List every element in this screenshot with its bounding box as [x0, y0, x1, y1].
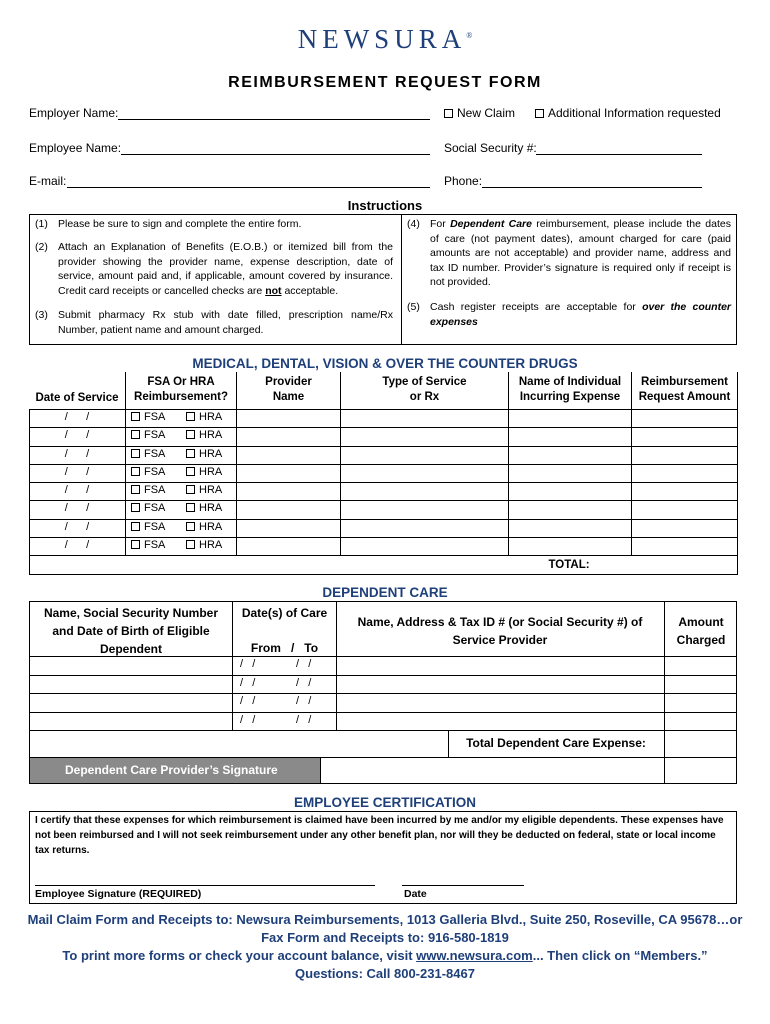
date-field[interactable] — [402, 885, 524, 886]
care-to-date[interactable]: / / — [296, 658, 312, 670]
care-from-date[interactable]: / / — [240, 695, 256, 707]
employee-signature-field[interactable] — [35, 885, 375, 886]
employer-name-field[interactable] — [118, 119, 430, 120]
instruction-2: (2) Attach an Explanation of Benefits (E.O.B.) or itemized bill from the provider showing the provider name, expense description, date of service, amount paid and, if applicable, amount covered by insurance. Credit card receipts or cancelled checks are not acceptable. — [35, 241, 393, 297]
care-from-date[interactable]: / / — [240, 658, 256, 670]
medical-date-of-service[interactable]: / / — [64, 447, 90, 460]
fsa-checkbox[interactable] — [131, 485, 140, 494]
hra-option[interactable]: HRA — [186, 448, 222, 460]
hra-checkbox[interactable] — [186, 467, 195, 476]
employee-signature-label: Employee Signature (REQUIRED) — [35, 888, 202, 900]
hra-option[interactable]: HRA — [186, 539, 222, 551]
form-title: REIMBURSEMENT REQUEST FORM — [228, 74, 542, 91]
instruction-1: (1) Please be sure to sign and complete the entire form. — [35, 218, 302, 230]
medical-date-of-service[interactable]: / / — [64, 538, 90, 551]
hra-checkbox[interactable] — [186, 485, 195, 494]
ssn-field[interactable] — [536, 154, 702, 155]
hra-checkbox[interactable] — [186, 449, 195, 458]
instruction-5: (5) Cash register receipts are acceptable for over the counter expenses — [407, 301, 732, 328]
footer-mail: Mail Claim Form and Receipts to: Newsura Reimbursements, 1013 Galleria Blvd., Suite 250, Roseville, CA 95678…or — [27, 912, 743, 927]
provider-signature-field[interactable] — [30, 758, 321, 783]
col-fsa-hra: FSA Or HRA Reimbursement? — [134, 376, 228, 403]
dep-col-dates: Date(s) of Care — [241, 606, 328, 620]
provider-signature-label: Dependent Care Provider’s Signature — [65, 763, 278, 777]
employee-name-label: Employee Name: — [29, 141, 122, 155]
dependent-total-label: Total Dependent Care Expense: — [466, 736, 646, 750]
footer-website: To print more forms or check your account balance, visit www.newsura.com... Then click on “Members.” — [62, 948, 708, 963]
ssn-label: Social Security #: — [444, 141, 537, 155]
medical-date-of-service[interactable]: / / — [64, 429, 90, 442]
new-claim-option[interactable]: New Claim — [444, 106, 515, 120]
care-from-date[interactable]: / / — [240, 713, 256, 726]
instruction-4: (4) For Dependent Care reimbursement, please include the dates of care (not payment dates), amount charged for care (paid amounts are not acceptable) and provider name, address and tax ID number. Provider’s signature is required only if receipt is not provided. — [407, 218, 731, 288]
instruction-3: (3) Submit pharmacy Rx stub with date filled, prescription name/Rx Number, patient name and amount charged. — [35, 309, 393, 336]
hra-checkbox[interactable] — [186, 430, 195, 439]
medical-date-of-service[interactable]: / / — [64, 502, 90, 515]
fsa-checkbox[interactable] — [131, 467, 140, 476]
fsa-option[interactable]: FSA — [131, 466, 165, 478]
medical-date-of-service[interactable]: / / — [64, 520, 90, 533]
instructions-heading: Instructions — [347, 198, 423, 213]
medical-total-label: TOTAL: — [548, 559, 590, 571]
new-claim-checkbox[interactable] — [444, 109, 453, 118]
hra-option[interactable]: HRA — [186, 411, 222, 423]
medical-heading: MEDICAL, DENTAL, VISION & OVER THE COUNTER DRUGS — [192, 356, 578, 371]
certification-heading: EMPLOYEE CERTIFICATION — [293, 795, 476, 810]
date-label: Date — [404, 888, 427, 900]
brand-logo: NEWSURA® — [297, 24, 473, 54]
dep-col-provider: Name, Address & Tax ID # (or Social Security #) of Service Provider — [357, 615, 643, 647]
care-to-date[interactable]: / / — [296, 676, 312, 689]
medical-date-of-service[interactable]: / / — [64, 465, 90, 478]
hra-option[interactable]: HRA — [186, 466, 222, 478]
fsa-checkbox[interactable] — [131, 430, 140, 439]
fsa-checkbox[interactable] — [131, 540, 140, 549]
employer-name-label: Employer Name: — [29, 106, 119, 120]
fsa-option[interactable]: FSA — [131, 521, 165, 533]
fsa-checkbox[interactable] — [131, 412, 140, 421]
fsa-checkbox[interactable] — [131, 449, 140, 458]
col-type-of-service: Type of Service or Rx — [382, 376, 467, 403]
hra-checkbox[interactable] — [186, 503, 195, 512]
dep-col-amount: Amount Charged — [676, 615, 726, 647]
fsa-option[interactable]: FSA — [131, 484, 165, 496]
phone-label: Phone: — [444, 174, 483, 188]
phone-field[interactable] — [482, 187, 702, 188]
col-reimbursement-amount: Reimbursement Request Amount — [638, 376, 731, 403]
fsa-option[interactable]: FSA — [131, 448, 165, 460]
footer-fax: Fax Form and Receipts to: 916-580-1819 — [261, 930, 509, 945]
hra-option[interactable]: HRA — [186, 502, 222, 514]
additional-info-option[interactable]: Additional Information requested — [535, 106, 721, 120]
hra-option[interactable]: HRA — [186, 521, 222, 533]
care-from-date[interactable]: / / — [240, 676, 256, 689]
fsa-option[interactable]: FSA — [131, 411, 165, 423]
employee-name-field[interactable] — [121, 154, 430, 155]
col-individual-name: Name of Individual Incurring Expense — [518, 376, 622, 403]
hra-checkbox[interactable] — [186, 522, 195, 531]
dep-col-from-to: From / To — [250, 641, 319, 655]
certification-text: I certify that these expenses for which reimbursement is claimed have been incurred by me and/or my eligible dependents. These expenses have not been reimbursed and I will not seek reimbursement under any other benefit plan, nor will they be deducted on federal, state or local income tax returns. — [35, 815, 724, 856]
hra-option[interactable]: HRA — [186, 429, 222, 441]
fsa-checkbox[interactable] — [131, 522, 140, 531]
hra-option[interactable]: HRA — [186, 484, 222, 496]
email-label: E-mail: — [29, 174, 67, 188]
hra-checkbox[interactable] — [186, 412, 195, 421]
fsa-option[interactable]: FSA — [131, 502, 165, 514]
col-date-of-service: Date of Service — [35, 392, 119, 404]
fsa-option[interactable]: FSA — [131, 539, 165, 551]
fsa-option[interactable]: FSA — [131, 429, 165, 441]
dependent-heading: DEPENDENT CARE — [322, 585, 448, 600]
medical-date-of-service[interactable]: / / — [64, 411, 90, 423]
dep-col-name: Name, Social Security Number and Date of Birth of Eligible Dependent — [43, 606, 219, 656]
fsa-checkbox[interactable] — [131, 503, 140, 512]
website-link[interactable]: www.newsura.com — [416, 948, 533, 963]
care-to-date[interactable]: / / — [296, 713, 312, 726]
care-to-date[interactable]: / / — [296, 695, 312, 707]
medical-date-of-service[interactable]: / / — [64, 484, 90, 496]
footer-questions: Questions: Call 800-231-8467 — [295, 966, 475, 981]
email-field[interactable] — [67, 187, 430, 188]
additional-info-checkbox[interactable] — [535, 109, 544, 118]
hra-checkbox[interactable] — [186, 540, 195, 549]
col-provider-name: Provider Name — [265, 376, 312, 403]
